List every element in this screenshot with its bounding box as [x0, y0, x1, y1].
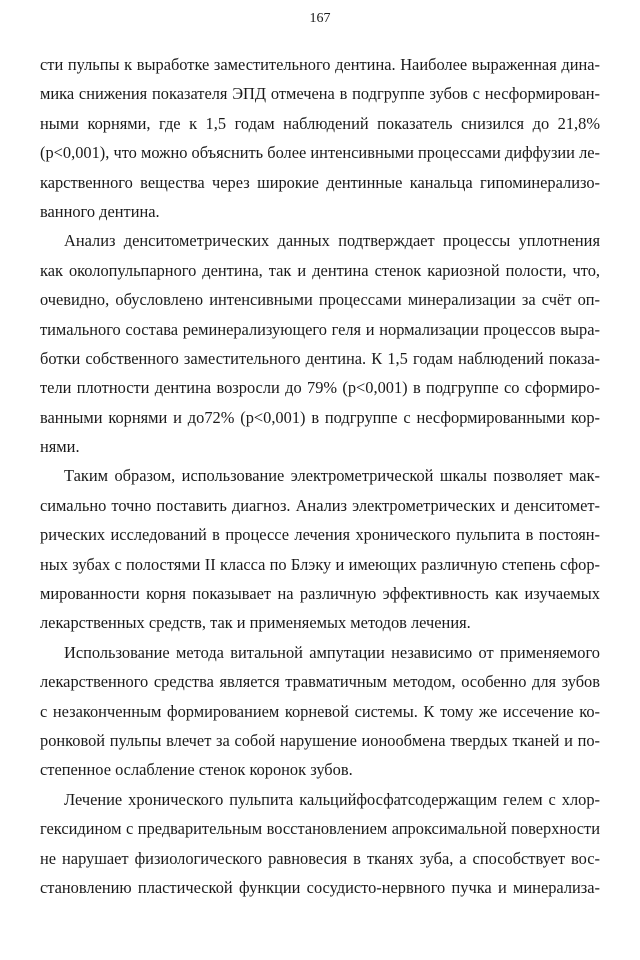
text-line: не нарушает физиологического равновесия в тканях зуба, а способствует вос- — [40, 848, 600, 868]
paragraph-5 — [40, 785, 600, 903]
text-line: нями. — [40, 437, 80, 457]
text-line: (р<0,001), что можно объяснить более интенсивными процессами диффузии ле- — [40, 143, 600, 163]
text-line: ронковой пульпы влечет за собой нарушение ионообмена твердых тканей и по- — [40, 730, 600, 750]
text-line: симально точно поставить диагноз. Анализ электрометрических и денситомет- — [40, 495, 600, 515]
text-line: сти пульпы к выработке заместительного дентина. Наиболее выраженная дина- — [40, 55, 600, 74]
paragraph-3 — [40, 461, 600, 637]
paragraph-2 — [40, 226, 600, 461]
page-number: 167 — [309, 11, 331, 26]
text-line: ванного дентина. — [40, 201, 160, 221]
text-line: мика снижения показателя ЭПД отмечена в подгруппе зубов с несформирован- — [40, 84, 600, 104]
text-line: ванными корнями и до72% (р<0,001) в подгруппе с несформированными кор- — [40, 407, 600, 427]
text-line: мированности корня показывает на различную эффективность как изучаемых — [40, 584, 600, 604]
text-line: гексидином с предварительным восстановлением апроксимальной поверхности — [40, 819, 600, 839]
text-line: Использование метода витальной ампутации независимо от применяемого — [64, 642, 600, 662]
text-line: Таким образом, использование электрометрической шкалы позволяет мак- — [64, 466, 600, 486]
text-line: как околопульпарного дентина, так и дентина стенок кариозной полости, что, — [40, 260, 600, 280]
text-line: Анализ денситометрических данных подтверждает процессы уплотнения — [64, 231, 600, 251]
text-line: рических исследований в процессе лечения хронического пульпита в постоян- — [40, 525, 600, 545]
paragraph-1 — [40, 50, 600, 226]
text-line: лекарственного средства является травматичным методом, особенно для зубов — [40, 672, 600, 692]
body-text — [40, 50, 600, 902]
text-line: с незаконченным формированием корневой системы. К тому же иссечение ко- — [40, 701, 600, 721]
text-line: Лечение хронического пульпита кальцийфосфатсодержащим гелем с хлор- — [64, 789, 600, 809]
text-line: ных зубах с полостями II класса по Блэку и имеющих различную степень сфор- — [40, 554, 600, 574]
text-line: ными корнями, где к 1,5 годам наблюдений показатель снизился до 21,8% — [40, 113, 600, 133]
text-line: ботки собственного заместительного дентина. К 1,5 годам наблюдений показа- — [40, 348, 600, 368]
text-line: тимального состава реминерализующего геля и нормализации процессов выра- — [40, 319, 600, 339]
paragraph-4 — [40, 638, 600, 785]
text-line: тели плотности дентина возросли до 79% (р<0,001) в подгруппе со сформиро- — [40, 378, 600, 398]
text-line: очевидно, обусловлено интенсивными процессами минерализации за счёт оп- — [40, 290, 600, 310]
text-line: степенное ослабление стенок коронок зубов. — [40, 760, 353, 780]
text-line: карственного вещества через широкие дентинные канальца гипоминерализо- — [40, 172, 600, 192]
text-line: становлению пластической функции сосудисто-нервного пучка и минерализа- — [40, 877, 600, 897]
text-line: лекарственных средств, так и применяемых методов лечения. — [40, 613, 471, 633]
